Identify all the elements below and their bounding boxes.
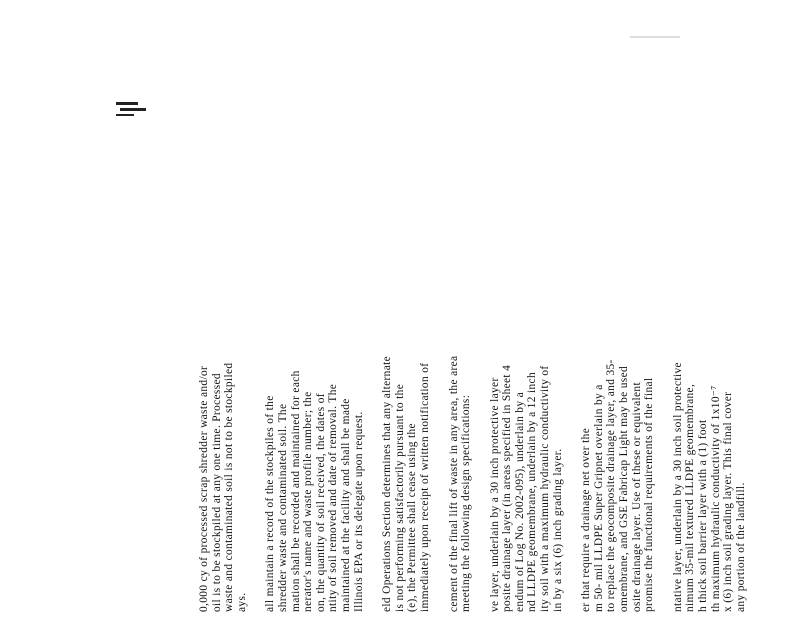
text-line: endum of Log No. 2002-095), underlain by a: [513, 391, 526, 612]
text-line: h thick soil barrier layer with a (1) foot: [697, 419, 709, 612]
text-line: x (6) inch soil grading layer. This final cover: [722, 391, 735, 612]
text-line: all maintain a record of the stockpiles of the: [264, 395, 277, 612]
text-line: promise the functional requirements of the final: [643, 377, 656, 612]
text-line: ntative layer, underlain by a 30 inch soil protective: [671, 362, 684, 612]
text-line: ity soil with a maximum hydraulic conductivity of: [539, 365, 552, 612]
text-line: omembrane, and GSE Fabricap Light may be used: [618, 365, 631, 612]
text-line: oil is to be stockpiled at any one time. Processed: [210, 373, 223, 612]
text-line: nerator's name and waste profile number; the: [302, 391, 315, 612]
text-line: ays.: [235, 592, 248, 612]
paragraph-final-lift: [448, 150, 473, 612]
text-line: er that require a drainage net over the: [580, 427, 593, 612]
paragraph-cover-spec-b: [672, 150, 748, 612]
text-line: on, the quantity of soil received, the dates of: [314, 393, 327, 612]
paragraph-stockpile-records: [264, 150, 365, 612]
rotated-text-body: [198, 150, 747, 612]
text-line: ntity of soil removed and date of removal. The: [327, 383, 340, 612]
text-line: osite drainage layer. Use of these or equivalent: [630, 382, 643, 612]
text-line: to replace the geocomposite drainage layer, and 35-: [605, 359, 618, 612]
paragraph-stockpile-limit: [198, 150, 248, 612]
text-line: nimum 35-mil textured LLDPE geomembrane,: [684, 383, 697, 612]
text-line: th maximum hydraulic conductivity of 1x10⁻⁷: [709, 385, 722, 612]
text-line: posite drainage layer (in areas specified in Sheet 4: [501, 364, 514, 612]
paragraph-drainage-net: [580, 150, 656, 612]
text-line: any portion of the landfill.: [734, 482, 747, 612]
paragraph-cover-spec-a: [489, 150, 565, 612]
text-line: immediately upon receipt of written notification of: [418, 362, 431, 612]
text-line: Illinois EPA or its delegate upon request.: [352, 411, 365, 612]
page-mark-icon: [116, 100, 146, 120]
text-line: m 50- mil LLDPE Super Gripnet overlain by a: [592, 384, 605, 612]
text-line: eld Operations Section determines that any alternate: [381, 355, 394, 612]
text-line: meeting the following design specifications:: [460, 394, 473, 612]
text-line: in by a six (6) inch grading layer.: [551, 448, 564, 612]
text-line: ve layer, underlain by a 30 inch protective layer: [488, 377, 501, 612]
text-line: mation shall be recorded and maintained for each: [289, 370, 302, 612]
text-line: waste and contaminated soil is not to be stockpiled: [223, 362, 236, 612]
text-line: shredder waste and contaminated soil. The: [276, 403, 289, 612]
paragraph-field-operations: [381, 150, 431, 612]
text-line: 0,000 cy of processed scrap shredder waste and/or: [198, 365, 210, 612]
text-line: nd LLDPE geomembrane, underlain by a 12 inch: [526, 372, 539, 612]
text-line: maintained at the facility and shall be made: [339, 398, 352, 612]
text-line: is not performing satisfactorily pursuant to the: [393, 383, 406, 612]
text-line: cement of the final lift of waste in any area, the area: [447, 355, 460, 612]
text-line: (e), the Permittee shall cease using the: [406, 423, 419, 612]
scan-artifact: [630, 36, 680, 38]
